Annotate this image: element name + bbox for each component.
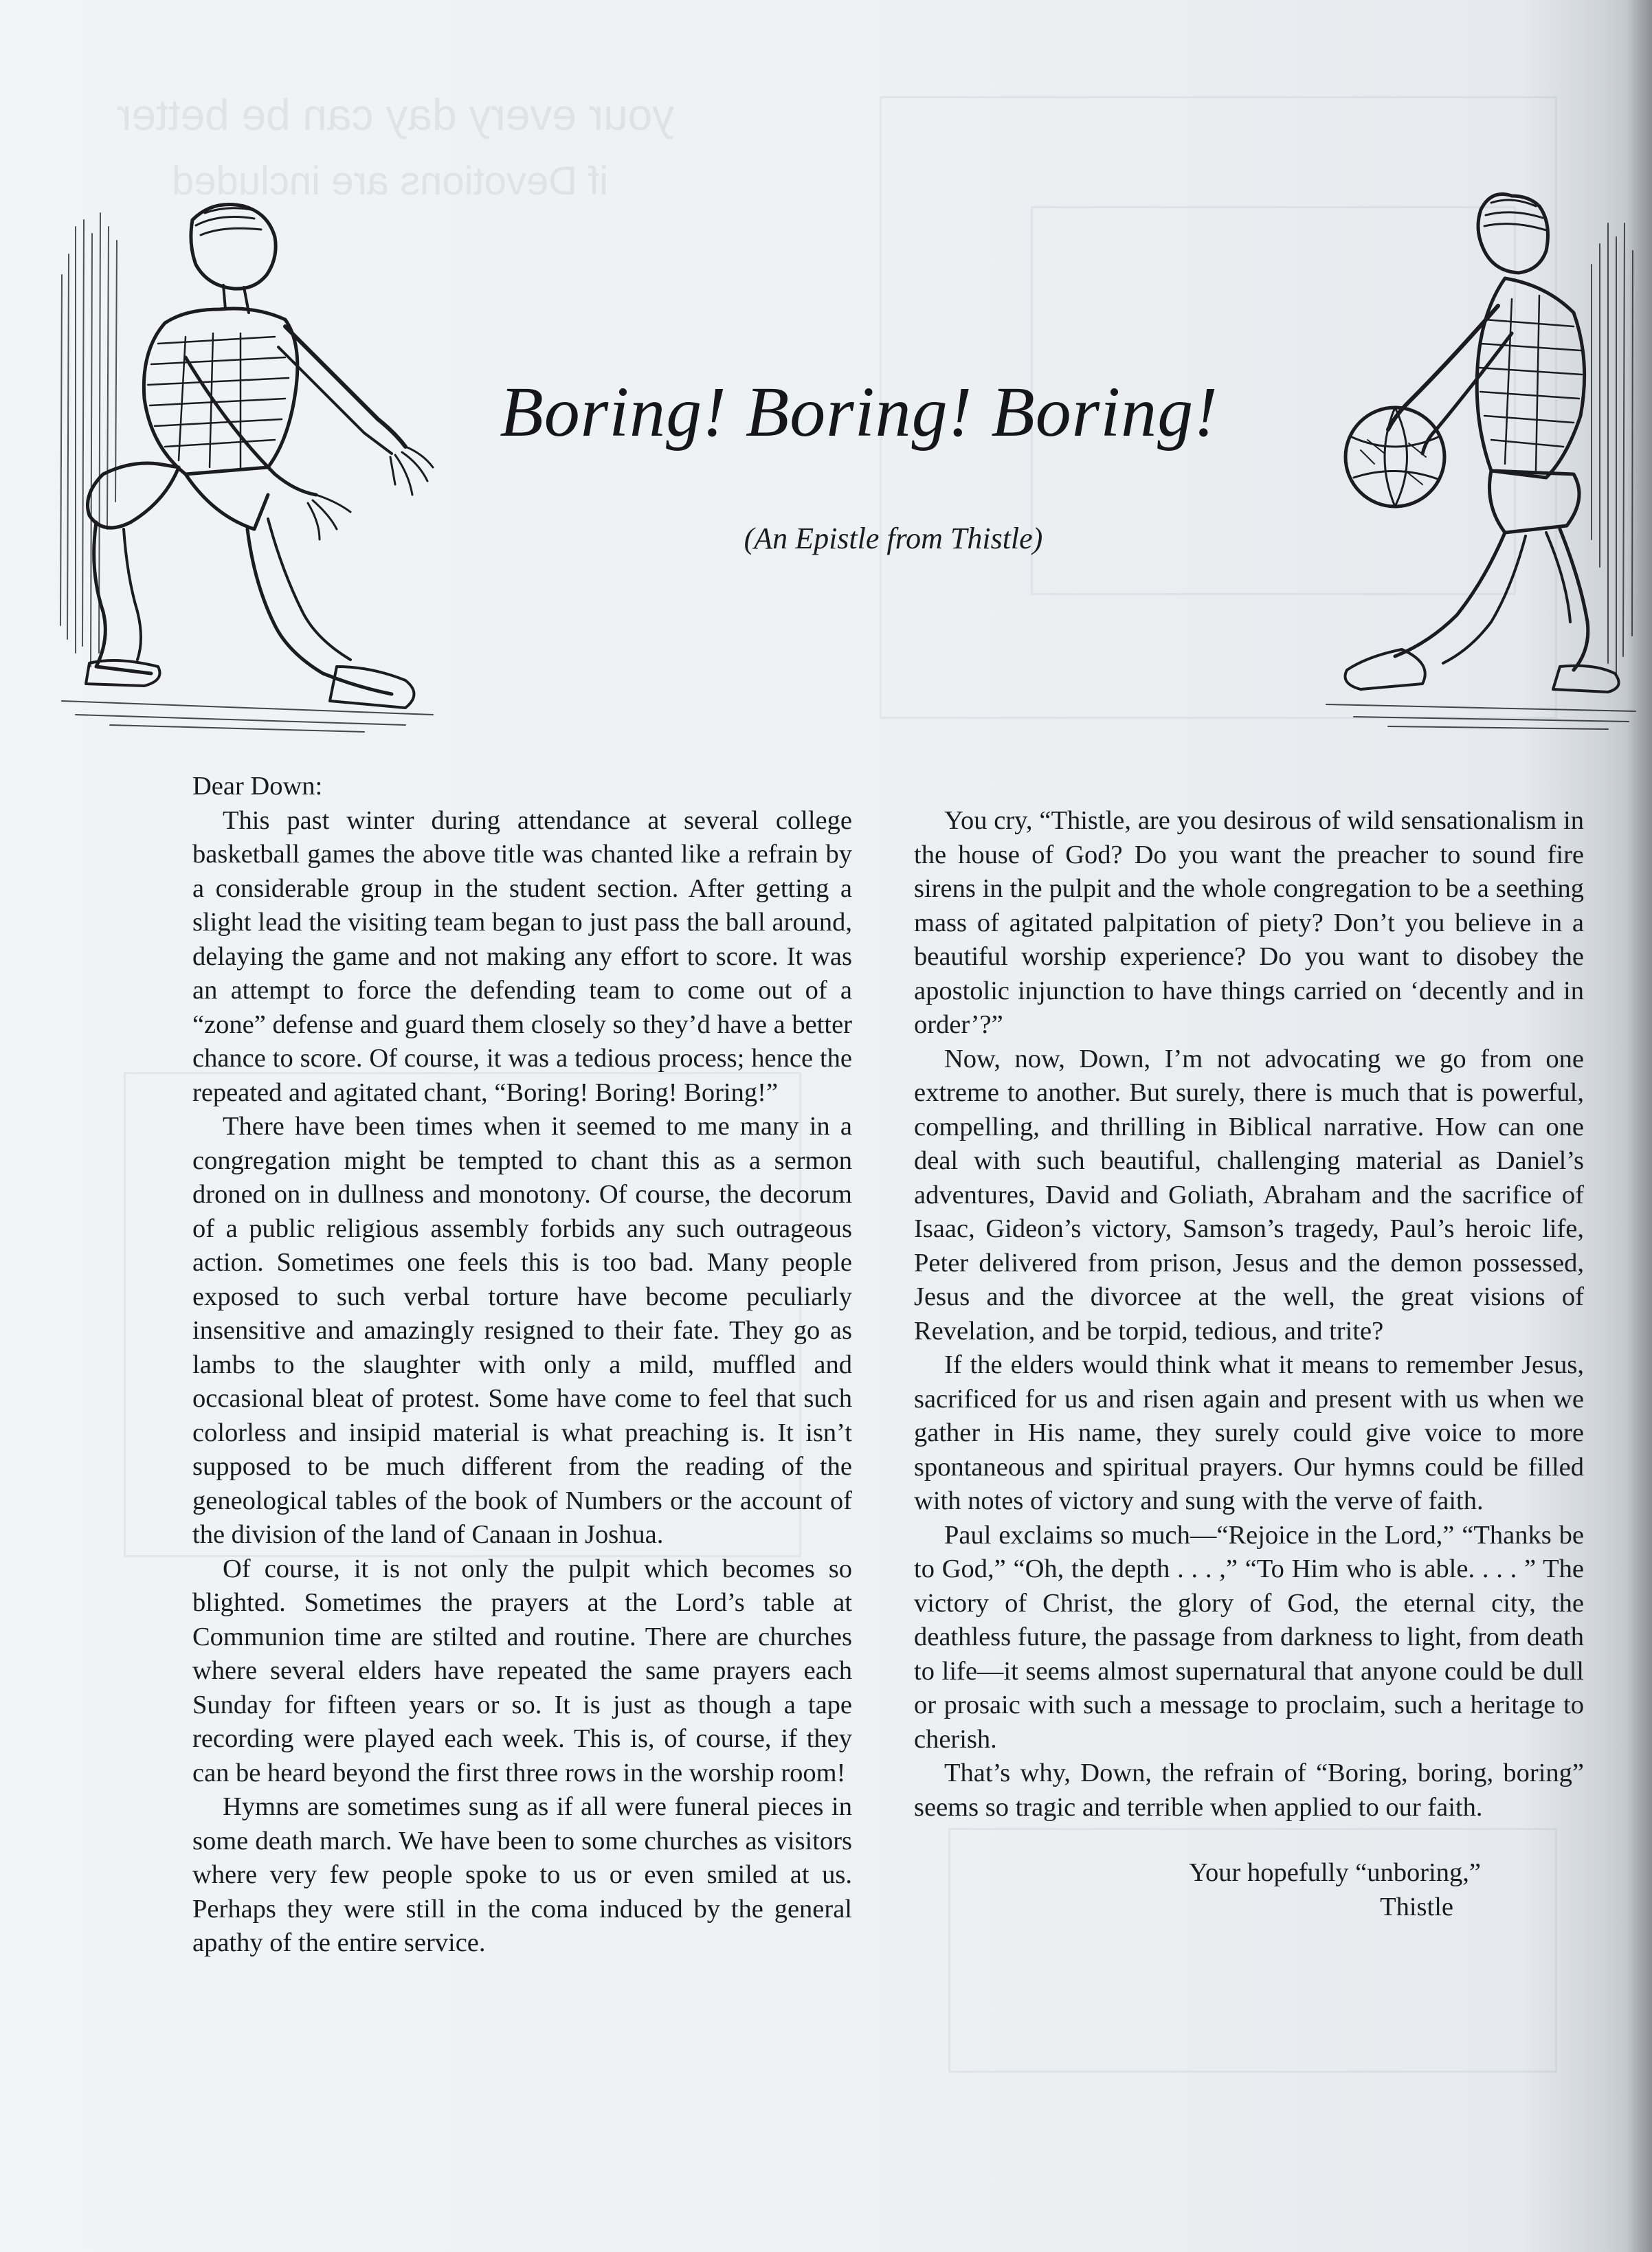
signature: Thistle <box>1380 1892 1453 1921</box>
article-subtitle: (An Epistle from Thistle) <box>744 522 1043 555</box>
basketball-player-with-ball-icon <box>1285 182 1642 732</box>
article-title: Boring! Boring! Boring! <box>500 372 1218 451</box>
left-column <box>192 770 852 1961</box>
right-column <box>914 804 1584 1924</box>
bleed-through-text: your every day can be better <box>117 90 675 140</box>
salutation: Dear Down: <box>192 772 323 801</box>
paragraph: There have been times when it seemed to me many in a congregation might be tempted to chant this as a sermon droned on in dullness and monotony. Of course, the decorum of a public religious assembly forbids any such outrageous action. Sometimes one feels this is too bad. Many people exposed to such verbal torture have become peculiarly insensitive and amazingly resigned to their fate. They go as lambs to the slaughter with only a mild, muffled and occasional bleat of protest. Some have come to feel that such colorless and insipid material is what preaching is. It isn’t supposed to be much different from the reading of the geneological tables of the book of Numbers or the account of the division of the land of Canaan in Joshua. <box>192 1112 852 1549</box>
page-edge-shadow <box>1626 0 1652 2252</box>
paragraph: Of course, it is not only the pulpit which becomes so blighted. Sometimes the prayers at the Lord’s table at Communion time are stilted and routine. There are churches where several elders have repeated the same prayers each Sunday for fifteen years or so. It is just as though a tape recording were played each week. This is, of course, if they can be heard beyond the first three rows in the worship room! <box>192 1554 852 1787</box>
paragraph: You cry, “Thistle, are you desirous of wild sensationalism in the house of God? Do you want the preacher to sound fire sirens in the pulpit and the whole congregation to be a seething mass of agitated palpitation of piety? Don’t you believe in a beautiful worship experience? Do you want to disobey the apostolic injunction to have things carried on ‘decently and in order’?” <box>914 806 1584 1039</box>
bleed-through-text: if Devotions are included <box>172 159 609 203</box>
paragraph: If the elders would think what it means to remember Jesus, sacrificed for us and risen again and present with us when we gather in His name, they surely could give voice to more spontaneous and spiritual prayers. Our hymns could be filled with notes of victory and sung with the verve of faith. <box>914 1350 1584 1515</box>
paragraph: Hymns are sometimes sung as if all were funeral pieces in some death march. We have been to some churches as visitors where very few people spoke to us or even smiled at us. Perhaps they were still in the coma induced by the general apathy of the entire service. <box>192 1792 852 1957</box>
closing-line: Your hopefully “unboring,” <box>1189 1858 1481 1887</box>
paragraph: Now, now, Down, I’m not advocating we go from one extreme to another. But surely, there is much that is powerful, compelling, and thrilling in Biblical narrative. How can one deal with such beautiful, challenging material as Daniel’s adventures, David and Goliath, Abraham and the sacrifice of Isaac, Gideon’s victory, Samson’s tragedy, Paul’s heroic life, Peter delivered from prison, Jesus and the demon possessed, Jesus and the divorcee at the well, the great visions of Revelation, and be torpid, tedious, and trite? <box>914 1044 1584 1346</box>
basketball-player-reaching-icon <box>48 172 447 735</box>
letter-closing <box>914 1856 1481 1924</box>
paragraph: Paul exclaims so much—“Rejoice in the Lord,” “Thanks be to God,” “Oh, the depth . . . ,” “To Him who is able. . . . ” The victory of Christ, the glory of God, the eternal city, the deathless future, the passage from darkness to light, from death to life—it seems almost supernatural that anyone could be dull or prosaic with such a message to proclaim, such a heritage to cherish. <box>914 1520 1584 1754</box>
paragraph: That’s why, Down, the refrain of “Boring, boring, boring” seems so tragic and terrible when applied to our faith. <box>914 1759 1584 1822</box>
paragraph: This past winter during attendance at several college basketball games the above title was chanted like a refrain by a considerable group in the student section. After getting a slight lead the visiting team began to just pass the ball around, delaying the game and not making any effort to score. It was an attempt to force the defending team to come out of a “zone” defense and guard them closely so they’d have a better chance to score. Of course, it was a tedious process; hence the repeated and agitated chant, “Boring! Boring! Boring!” <box>192 805 852 1107</box>
